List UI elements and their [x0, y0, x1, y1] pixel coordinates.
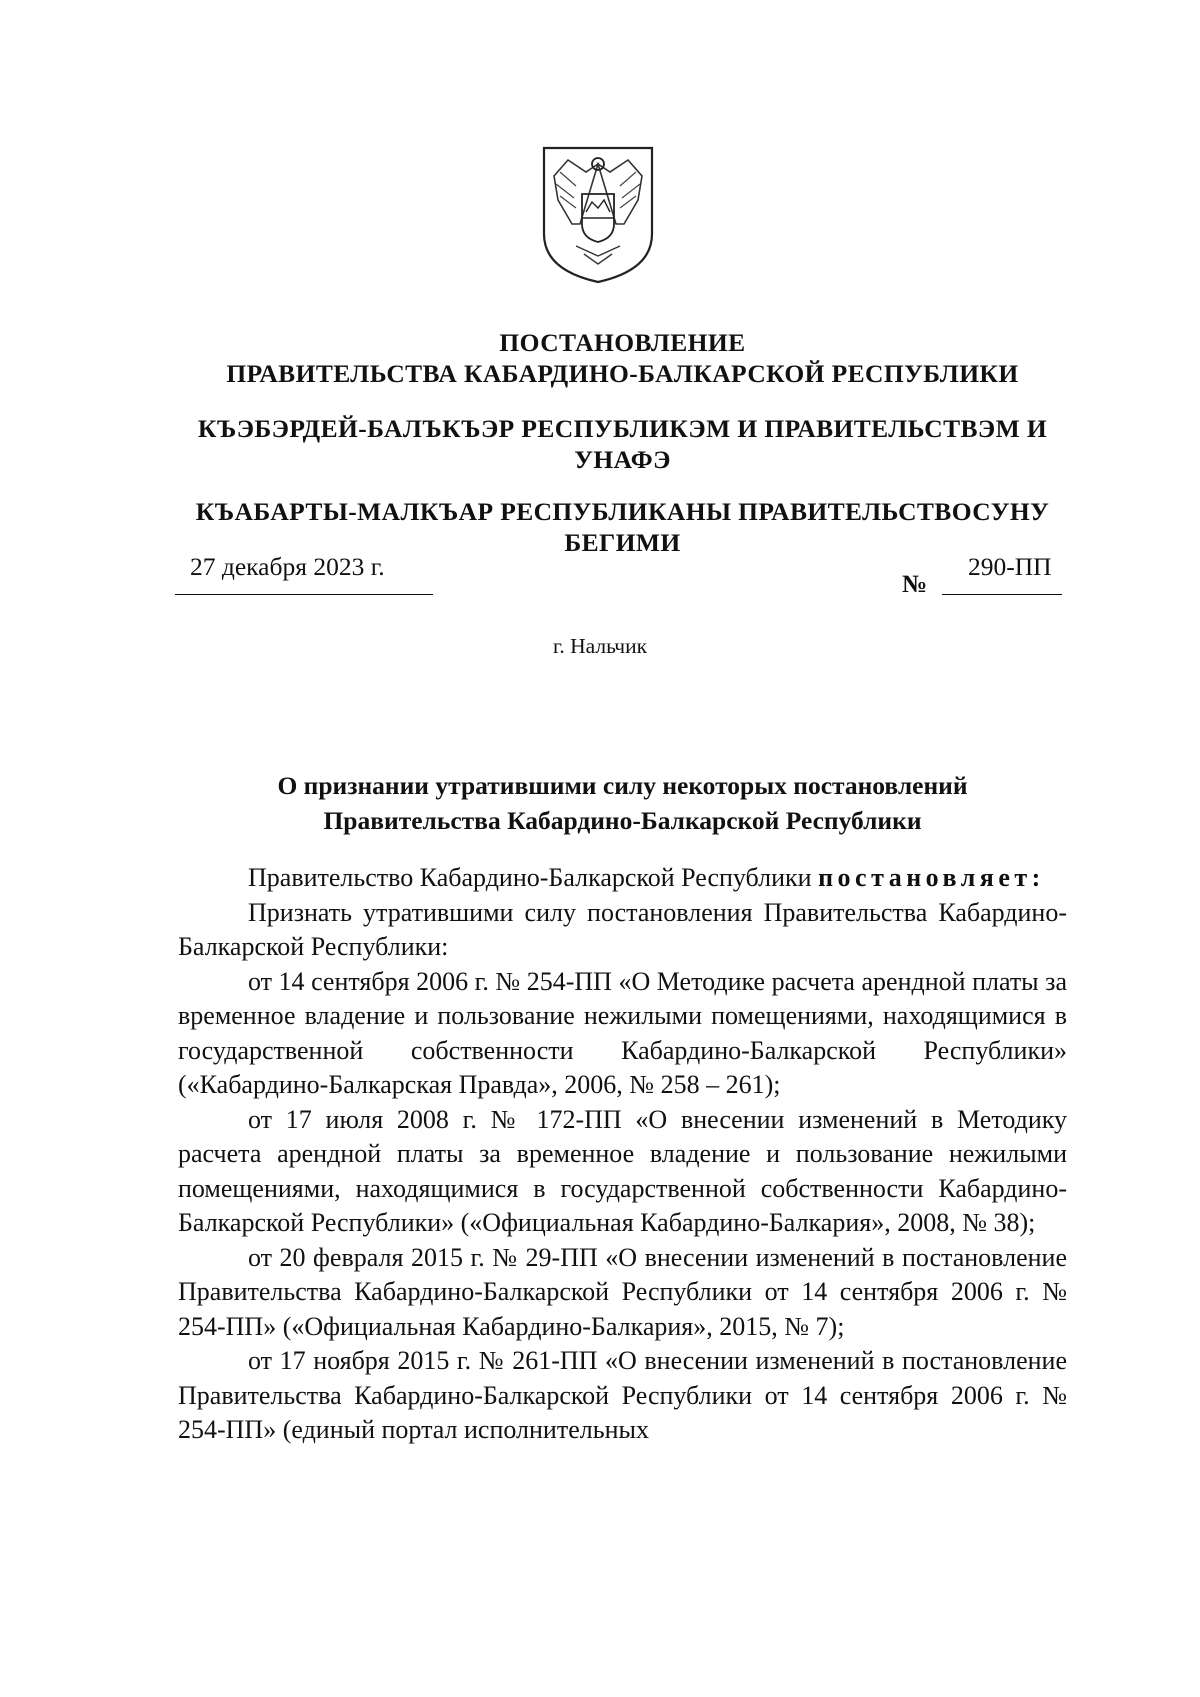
number-underline: [942, 594, 1062, 595]
intro-paragraph: [178, 861, 1067, 896]
paragraph-5: от 17 ноября 2015 г. № 261-ПП «О внесении изменений в постановление Правительства Кабардино-Балкарской Республики от 14 сентября 2006 г. № 254-ПП» (единый портал исполнительных: [178, 1346, 1067, 1444]
document-number: 290-ПП: [968, 552, 1052, 581]
document-title: [170, 768, 1075, 838]
paragraph-4: от 20 февраля 2015 г. № 29-ПП «О внесении изменений в постановление Правительства Кабардино-Балкарской Республики от 14 сентября 2006 г. № 254-ПП» («Официальная Кабардино-Балкария», 2015, № 7);: [178, 1242, 1067, 1341]
date-underline: [175, 594, 433, 595]
heading-line-2: ПРАВИТЕЛЬСТВА КАБАРДИНО-БАЛКАРСКОЙ РЕСПУБЛИКИ: [226, 359, 1019, 388]
balkar-heading: [170, 496, 1075, 558]
kabardian-heading: [170, 413, 1075, 475]
balkar-heading-line-2: БЕГИМИ: [564, 528, 681, 557]
heading-line-1: ПОСТАНОВЛЕНИЕ: [499, 328, 746, 357]
document-date: 27 декабря 2023 г.: [190, 552, 385, 581]
paragraph-1: Признать утратившими силу постановления Правительства Кабардино-Балкарской Республики:: [178, 897, 1067, 961]
balkar-heading-line-1: КЪАБАРТЫ-МАЛКЪАР РЕСПУБЛИКАНЫ ПРАВИТЕЛЬСТВОСУНУ: [195, 497, 1050, 526]
document-city: г. Нальчик: [552, 634, 648, 658]
paragraph-2: от 14 сентября 2006 г. № 254-ПП «О Методике расчета арендной платы за временное владение и пользование нежилыми помещениями, находящимися в государственной собственности Кабардино-Балкарской Республики» («Кабардино-Балкарская Правда», 2006, № 258 – 261);: [178, 966, 1067, 1099]
kabardian-heading-line-2: УНАФЭ: [574, 445, 671, 474]
title-line-2: Правительства Кабардино-Балкарской Республики: [323, 806, 922, 835]
kabardian-heading-line-1: КЪЭБЭРДЕЙ-БАЛЪКЪЭР РЕСПУБЛИКЭМ И ПРАВИТЕЛЬСТВЭМ И: [197, 414, 1048, 443]
paragraph-3: от 17 июля 2008 г. № 172-ПП «О внесении изменений в Методику расчета арендной платы за временное владение и пользование нежилыми помещениями, находящимися в государственной собственности Кабардино-Балкарской Республики» («Официальная Кабардино-Балкария», 2008, № 38);: [178, 1104, 1067, 1237]
document-type-heading: [170, 327, 1075, 389]
document-body: [178, 861, 1067, 1448]
number-sign: №: [902, 571, 928, 598]
title-line-1: О признании утратившими силу некоторых постановлений: [277, 771, 968, 800]
intro-text: Правительство Кабардино-Балкарской Республики: [248, 863, 812, 892]
decree-word: постановляет:: [818, 863, 1045, 892]
coat-of-arms-emblem: [540, 142, 656, 284]
